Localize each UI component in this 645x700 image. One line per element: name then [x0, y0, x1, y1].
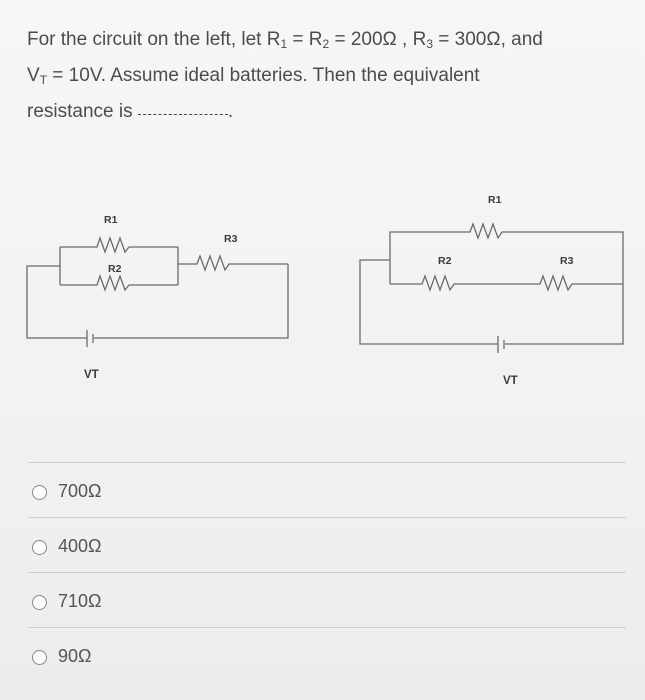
- answer-options: [0, 462, 645, 682]
- answer-blank: [138, 113, 228, 115]
- right-r1-label: R1: [488, 194, 502, 206]
- question-text: [27, 24, 627, 128]
- option-710[interactable]: [28, 572, 626, 627]
- right-circuit: [360, 224, 623, 353]
- question-line1-eq3: = 300Ω, and: [433, 29, 543, 50]
- left-r2-label: R2: [108, 263, 122, 275]
- right-vt-label: VT: [503, 375, 518, 387]
- r2-subscript: 2: [322, 37, 330, 51]
- radio-button[interactable]: [32, 595, 47, 610]
- radio-button[interactable]: [32, 650, 47, 665]
- question-line1-eq1: = R: [287, 29, 323, 50]
- right-r3-label: R3: [560, 255, 574, 267]
- left-r2-resistor: [60, 276, 178, 290]
- r1-subscript: 1: [280, 37, 288, 51]
- right-outer-wire-left: [360, 260, 498, 344]
- option-label: 710Ω: [58, 591, 102, 611]
- circuit-diagrams: [0, 180, 645, 410]
- question-line3-end: .: [227, 101, 234, 122]
- left-r1-resistor: [60, 238, 178, 252]
- radio-button[interactable]: [32, 485, 47, 500]
- right-r2-label: R2: [438, 255, 452, 267]
- radio-button[interactable]: [32, 540, 47, 555]
- option-label: 700Ω: [58, 481, 102, 501]
- question-line1-eq2: = 200Ω , R: [329, 29, 427, 50]
- option-90[interactable]: [28, 627, 626, 682]
- question-line1: For the circuit on the left, let R: [27, 29, 281, 50]
- right-r3-resistor: [530, 276, 623, 290]
- question-line2-prefix: V: [27, 65, 40, 86]
- right-outer-wire-right: [505, 284, 623, 344]
- left-circuit: [27, 238, 288, 347]
- left-r3-label: R3: [224, 233, 238, 245]
- option-label: 400Ω: [58, 536, 102, 556]
- option-400[interactable]: [28, 517, 626, 572]
- vt-subscript: T: [39, 73, 48, 87]
- r3-subscript: 3: [426, 37, 434, 51]
- left-vt-label: VT: [84, 369, 99, 381]
- option-label: 90Ω: [58, 646, 92, 666]
- right-r2-resistor: [390, 276, 530, 290]
- left-outer-wire-left: [27, 266, 87, 338]
- option-700[interactable]: [28, 462, 626, 517]
- left-outer-wire-right: [94, 264, 288, 338]
- question-line2: = 10V. Assume ideal batteries. Then the equivalent: [47, 65, 480, 86]
- left-r1-label: R1: [104, 214, 118, 226]
- left-r3-resistor: [178, 256, 288, 270]
- question-line3: resistance is: [27, 101, 133, 122]
